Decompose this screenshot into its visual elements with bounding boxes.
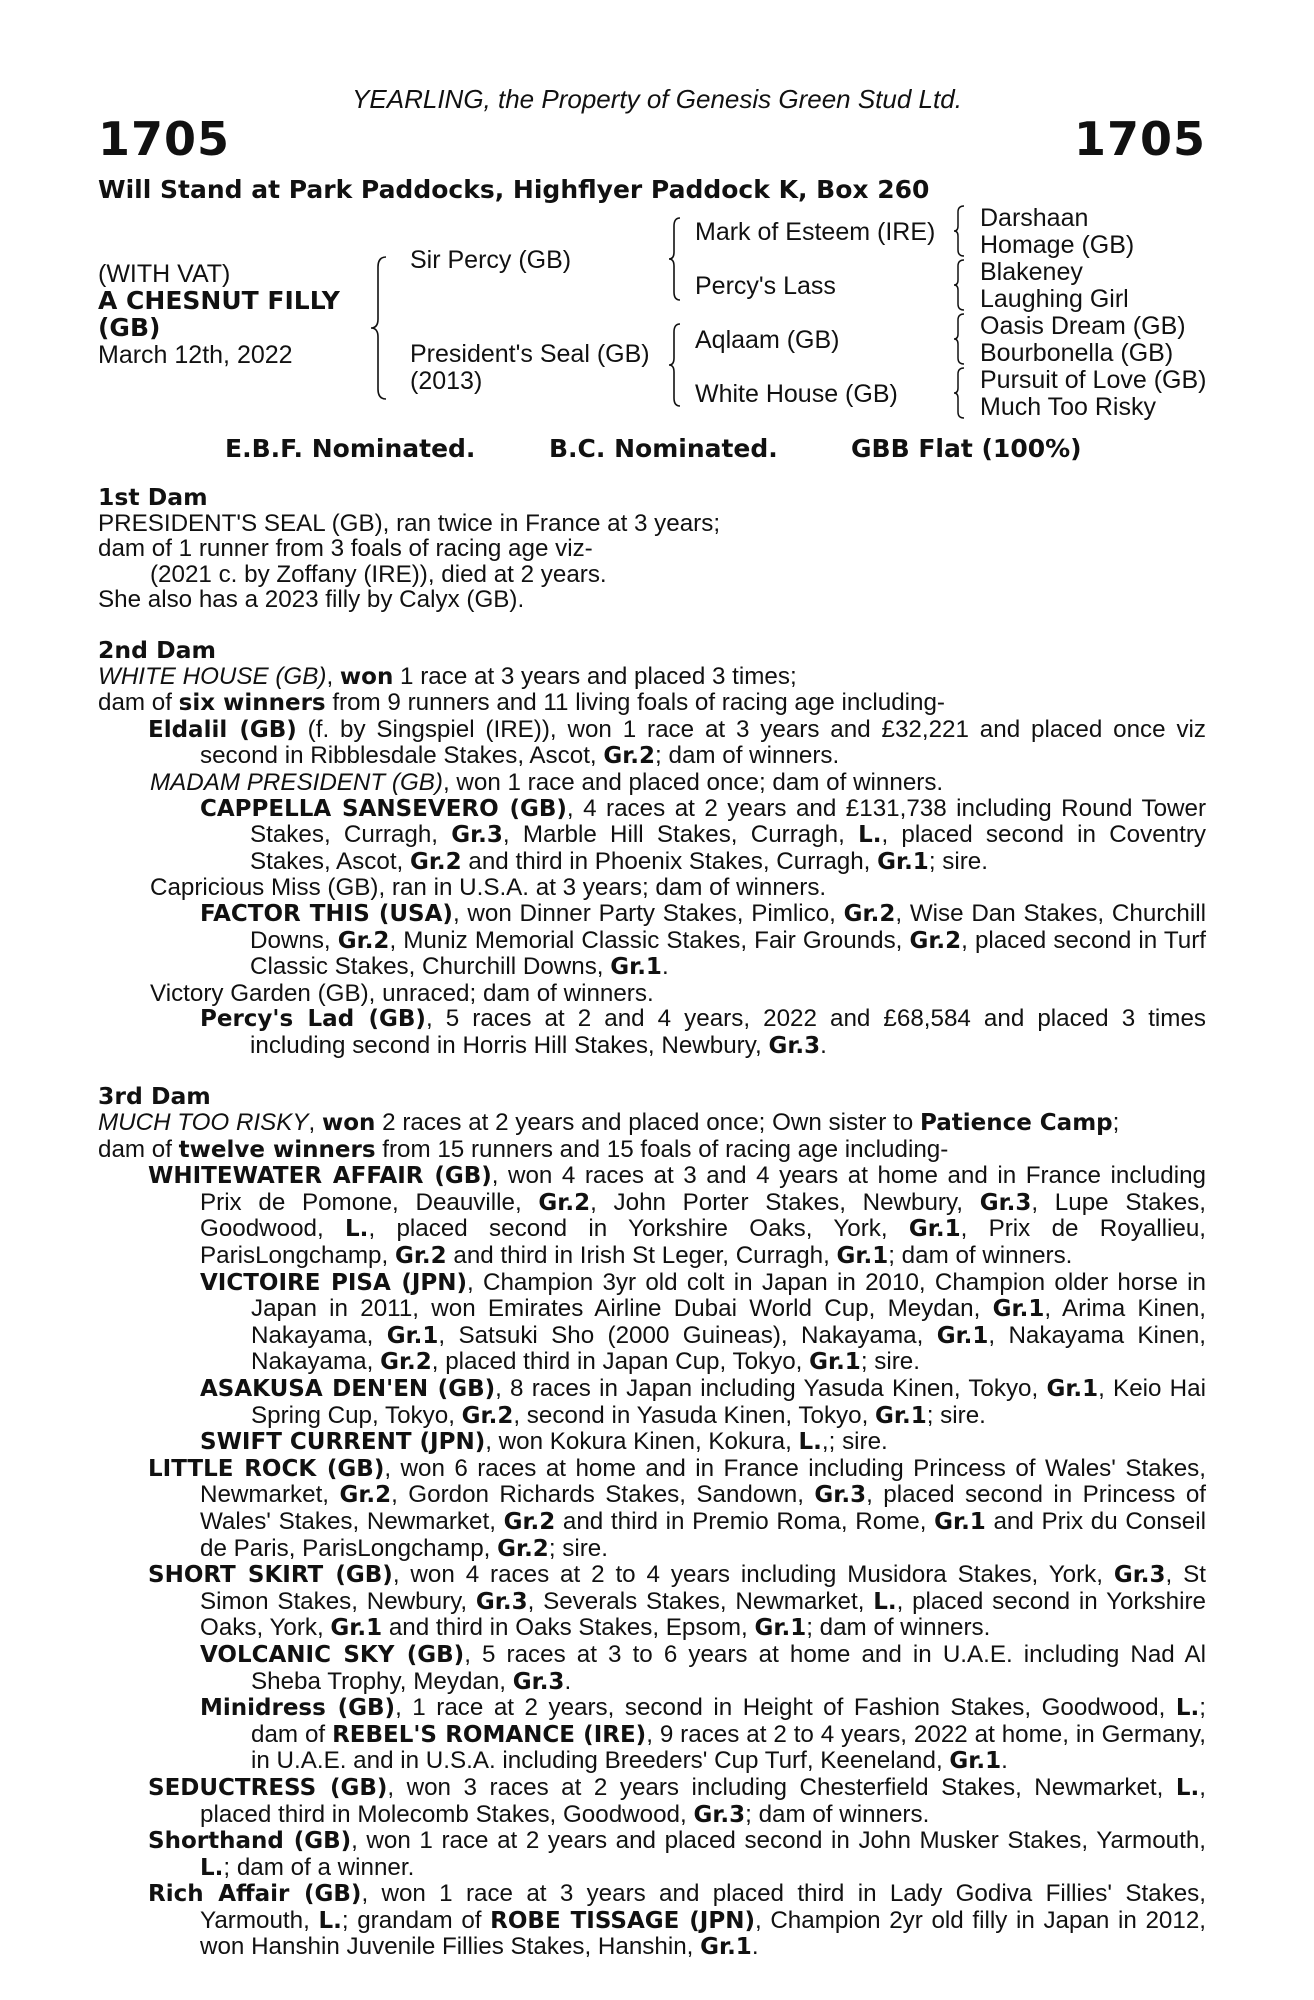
foaling-date: March 12th, 2022 <box>98 341 293 369</box>
ancestor-oasis-dream: Oasis Dream (GB) <box>980 312 1186 340</box>
lot-number-left: 1705 <box>98 112 231 166</box>
pedigree-brace-g34 <box>952 258 966 312</box>
produce-entry: Percy's Lad (GB), 5 races at 2 and 4 years, 2022 and £68,584 and placed 3 times including second in Horris Hill Stakes, Newbury, Gr.3. <box>200 1005 1206 1059</box>
sire-name: Sir Percy (GB) <box>410 246 572 274</box>
third-dam-entry: dam of twelve winners from 15 runners and 15 foals of racing age including- <box>98 1135 949 1163</box>
dam-name: President's Seal (GB) <box>410 340 650 368</box>
first-dam-line: (2021 c. by Zoffany (IRE)), died at 2 years. <box>150 560 607 588</box>
first-dam-line: She also has a 2023 filly by Calyx (GB). <box>98 586 525 614</box>
pedigree-brace-g12 <box>952 204 966 258</box>
vendor-line: YEARLING, the Property of Genesis Green Stud Ltd. <box>352 84 962 114</box>
gbb-flat: GBB Flat (100%) <box>851 434 1082 463</box>
produce-entry: Eldalil (GB) (f. by Singspiel (IRE)), won 1 race at 3 years and £32,221 and placed once viz second in Ribblesdale Stakes, Ascot, Gr.2; dam of winners. <box>148 715 1206 770</box>
produce-entry: Shorthand (GB), won 1 race at 2 years and placed second in John Musker Stakes, Yarmouth, L.; dam of a winner. <box>148 1827 1206 1881</box>
ancestor-laughing-girl: Laughing Girl <box>980 285 1129 313</box>
produce-entry: CAPPELLA SANSEVERO (GB), 4 races at 2 years and £131,738 including Round Tower Stakes, Curragh, Gr.3, Marble Hill Stakes, Curragh, L., placed second in Coventry Stakes, Ascot, Gr.2 and third in Phoenix Stakes, Curragh, Gr.1; sire. <box>200 794 1206 875</box>
sire-dam: Percy's Lass <box>695 272 836 300</box>
third-dam-heading: 3rd Dam <box>98 1082 211 1111</box>
ancestor-blakeney: Blakeney <box>980 258 1083 286</box>
second-dam-entry: dam of six winners from 9 runners and 11 living foals of racing age including- <box>98 689 945 717</box>
location-line: Will Stand at Park Paddocks, Highflyer Paddock K, Box 260 <box>98 175 930 204</box>
produce-entry: VICTOIRE PISA (JPN), Champion 3yr old colt in Japan in 2010, Champion older horse in Japan in 2011, won Emirates Airline Dubai World Cup, Meydan, Gr.1, Arima Kinen, Nakayama, Gr.1, Satsuki Sho (2000 Guineas), Nakayama, Gr.1, Nakayama Kinen, Nakayama, Gr.2, placed third in Japan Cup, Tokyo, Gr.1; sire. <box>200 1268 1207 1376</box>
second-dam-heading: 2nd Dam <box>98 635 216 664</box>
dam-dam: White House (GB) <box>695 380 898 408</box>
produce-entry: WHITEWATER AFFAIR (GB), won 4 races at 3 and 4 years at home and in France including Prix de Pomone, Deauville, Gr.2, John Porter Stakes, Newbury, Gr.3, Lupe Stakes, Goodwood, L., placed second in Yorkshire Oaks, York, Gr.1, Prix de Royallieu, ParisLongchamp, Gr.2 and third in Irish St Leger, Curragh, Gr.1; dam of winners. <box>148 1162 1206 1270</box>
bc-nomination: B.C. Nominated. <box>549 434 778 463</box>
produce-entry: Rich Affair (GB), won 1 race at 3 years and placed third in Lady Godiva Fillies' Stakes, Yarmouth, L.; grandam of ROBE TISSAGE (JPN), Champion 2yr old filly in Japan in 2012, won Hanshin Juvenile Fillies Stakes, Hanshin, Gr.1. <box>148 1880 1206 1961</box>
produce-entry: ASAKUSA DEN'EN (GB), 8 races in Japan including Yasuda Kinen, Tokyo, Gr.1, Keio Hai Spring Cup, Tokyo, Gr.2, second in Yasuda Kinen, Tokyo, Gr.1; sire. <box>200 1375 1206 1429</box>
pedigree-brace-dam <box>667 322 683 408</box>
produce-entry: MADAM PRESIDENT (GB), won 1 race and placed once; dam of winners. <box>150 768 944 796</box>
horse-name: A CHESNUT FILLY <box>98 286 340 315</box>
ancestor-pursuit-of-love: Pursuit of Love (GB) <box>980 366 1207 394</box>
produce-entry: SWIFT CURRENT (JPN), won Kokura Kinen, Kokura, L.,; sire. <box>200 1428 888 1456</box>
dam-sire: Aqlaam (GB) <box>695 326 840 354</box>
produce-entry: LITTLE ROCK (GB), won 6 races at home and in France including Princess of Wales' Stakes, Newmarket, Gr.2, Gordon Richards Stakes, Sandown, Gr.3, placed second in Princess of Wales' Stakes, Newmarket, Gr.2 and third in Premio Roma, Rome, Gr.1 and Prix du Conseil de Paris, ParisLongchamp, Gr.2; sire. <box>148 1454 1206 1562</box>
produce-entry: Victory Garden (GB), unraced; dam of winners. <box>150 979 654 1007</box>
second-dam-entry: WHITE HOUSE (GB), won 1 race at 3 years and placed 3 times; <box>98 662 797 690</box>
third-dam-entry: MUCH TOO RISKY, won 2 races at 2 years and placed once; Own sister to Patience Camp; <box>98 1109 1120 1137</box>
pedigree-brace-main <box>368 255 390 401</box>
produce-entry: SEDUCTRESS (GB), won 3 races at 2 years including Chesterfield Stakes, Newmarket, L., placed third in Molecomb Stakes, Goodwood, Gr.3; dam of winners. <box>148 1773 1207 1828</box>
first-dam-heading: 1st Dam <box>98 483 208 511</box>
ancestor-bourbonella: Bourbonella (GB) <box>980 339 1174 367</box>
lot-number-right: 1705 <box>1073 112 1206 166</box>
horse-origin: (GB) <box>98 313 161 342</box>
produce-entry: SHORT SKIRT (GB), won 4 races at 2 to 4 years including Musidora Stakes, York, Gr.3, St Simon Stakes, Newbury, Gr.3, Severals Stakes, Newmarket, L., placed second in Yorkshire Oaks, York, Gr.1 and third in Oaks Stakes, Epsom, Gr.1; dam of winners. <box>148 1561 1207 1642</box>
vat-label: (WITH VAT) <box>98 260 231 288</box>
produce-entry: Minidress (GB), 1 race at 2 years, second in Height of Fashion Stakes, Goodwood, L.; dam of REBEL'S ROMANCE (IRE), 9 races at 2 to 4 years, 2022 at home, in Germany, in U.A.E. and in U.S.A. including Breeders' Cup Turf, Keeneland, Gr.1. <box>200 1694 1207 1775</box>
ancestor-much-too-risky: Much Too Risky <box>980 393 1156 421</box>
first-dam-line: dam of 1 runner from 3 foals of racing age viz- <box>98 535 593 563</box>
produce-entry: VOLCANIC SKY (GB), 5 races at 3 to 6 years at home and in U.A.E. including Nad Al Sheba Trophy, Meydan, Gr.3. <box>200 1640 1206 1695</box>
pedigree-brace-g56 <box>952 312 966 366</box>
first-dam-line: PRESIDENT'S SEAL (GB), ran twice in France at 3 years; <box>98 509 721 537</box>
pedigree-brace-sire <box>667 216 683 302</box>
sire-sire: Mark of Esteem (IRE) <box>695 218 936 246</box>
produce-entry: FACTOR THIS (USA), won Dinner Party Stakes, Pimlico, Gr.2, Wise Dan Stakes, Churchill Downs, Gr.2, Muniz Memorial Classic Stakes, Fair Grounds, Gr.2, placed second in Turf Classic Stakes, Churchill Downs, Gr.1. <box>200 899 1206 981</box>
catalogue-body <box>98 485 1206 1961</box>
pedigree-brace-g78 <box>952 366 966 420</box>
ancestor-homage: Homage (GB) <box>980 231 1135 259</box>
produce-entry: Capricious Miss (GB), ran in U.S.A. at 3 years; dam of winners. <box>150 874 827 902</box>
ancestor-darshaan: Darshaan <box>980 204 1089 232</box>
dam-year: (2013) <box>410 367 483 395</box>
ebf-nomination: E.B.F. Nominated. <box>225 434 476 463</box>
